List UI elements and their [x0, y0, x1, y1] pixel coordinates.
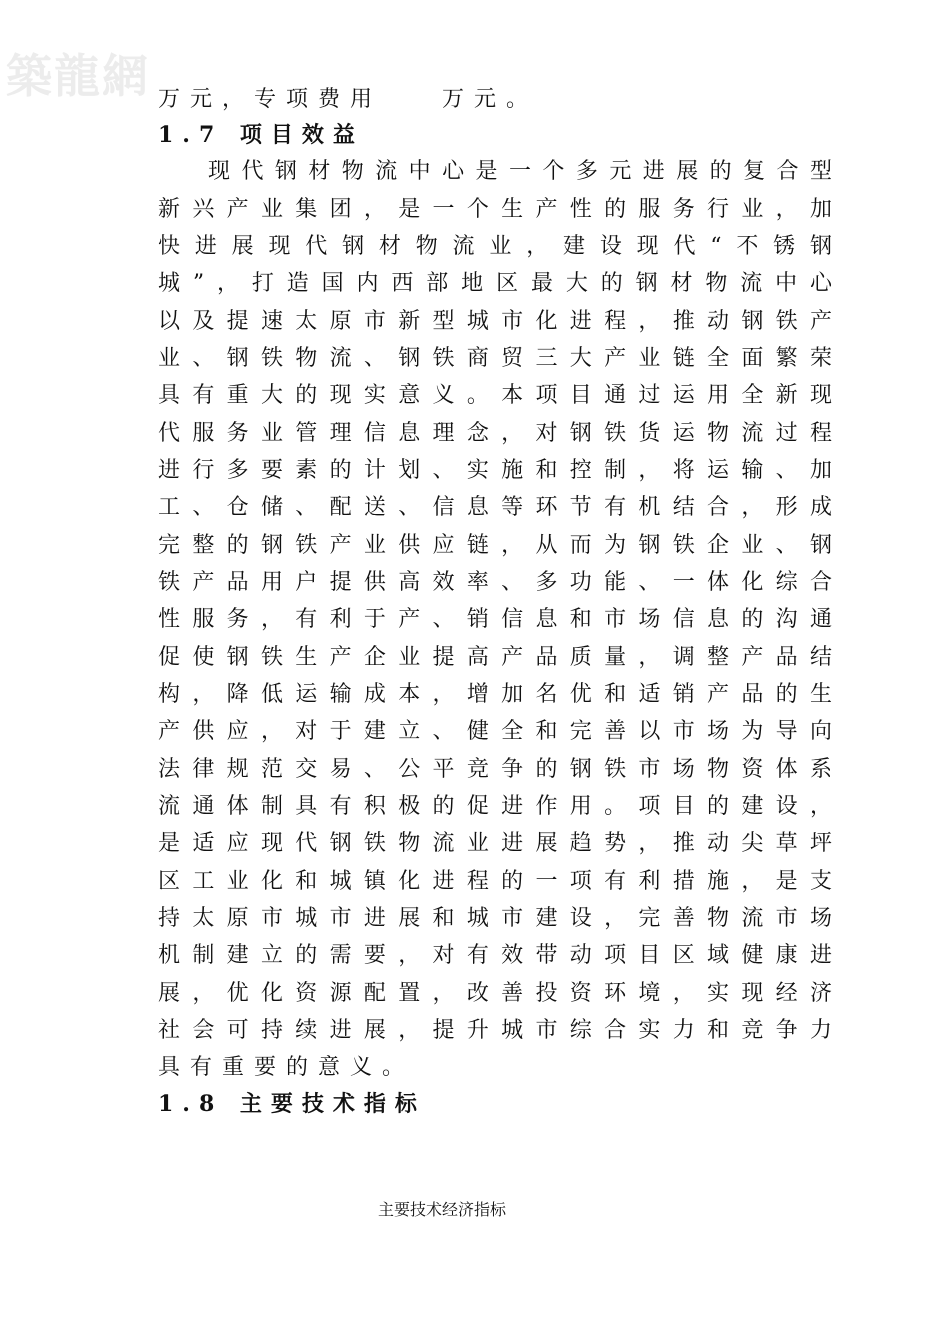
section-title-1-7: 1.7 项目效益	[158, 122, 364, 148]
top-line-part2: 万元。	[442, 87, 539, 112]
paragraph-line: 持太原市城市进展和城市建设，完善物流市场	[158, 906, 832, 931]
paragraph-line: 社会可持续进展，提升城市综合实力和竞争力	[158, 1018, 832, 1043]
paragraph-line: 产供应，对于建立、健全和完善以市场为导向	[158, 719, 832, 744]
paragraph-line: 区工业化和城镇化进程的一项有利措施，是支	[158, 869, 832, 894]
watermark-logo: 築龍網	[6, 49, 150, 103]
paragraph-line: 现代钢材物流中心是一个多元进展的复合型	[208, 159, 832, 184]
paragraph-line: 工、仓储、配送、信息等环节有机结合，形成	[158, 495, 832, 520]
paragraph-line: 性服务，有利于产、销信息和市场信息的沟通	[158, 607, 832, 632]
section-title-1-8: 1.8 主要技术指标	[158, 1091, 426, 1117]
paragraph-line: 促使钢铁生产企业提高产品质量，调整产品结	[158, 645, 832, 670]
paragraph-line-last: 具有重要的意义。	[158, 1055, 415, 1080]
paragraph-line: 构，降低运输成本，增加名优和适销产品的生	[158, 682, 832, 707]
paragraph-line: 具有重大的现实意义。本项目通过运用全新现	[158, 383, 832, 408]
paragraph-line: 机制建立的需要，对有效带动项目区域健康进	[158, 943, 832, 968]
paragraph-line: 法律规范交易、公平竞争的钢铁市场物资体系	[158, 757, 832, 782]
paragraph-line: 完整的钢铁产业供应链，从而为钢铁企业、钢	[158, 533, 832, 558]
paragraph-line: 铁产品用户提供高效率、多功能、一体化综合	[158, 570, 832, 595]
paragraph-line: 城”，打造国内西部地区最大的钢材物流中心	[158, 271, 832, 296]
top-line-part1: 万元，专项费用	[158, 87, 383, 112]
paragraph-line: 代服务业管理信息理念，对钢铁货运物流过程	[158, 421, 832, 446]
paragraph-line: 展，优化资源配置，改善投资环境，实现经济	[158, 981, 832, 1006]
paragraph-line: 快进展现代钢材物流业，建设现代“不锈钢	[158, 234, 832, 259]
top-line	[158, 86, 832, 114]
paragraph-line: 以及提速太原市新型城市化进程，推动钢铁产	[158, 309, 832, 334]
table-caption: 主要技术经济指标	[377, 1200, 506, 1219]
paragraph-line: 流通体制具有积极的促进作用。项目的建设，	[158, 794, 832, 819]
paragraph-line: 是适应现代钢铁物流业进展趋势，推动尖草坪	[158, 831, 832, 856]
paragraph-line: 进行多要素的计划、实施和控制，将运输、加	[158, 458, 832, 483]
paragraph-line: 新兴产业集团，是一个生产性的服务行业，加	[158, 197, 832, 222]
paragraph-line: 业、钢铁物流、钢铁商贸三大产业链全面繁荣	[158, 346, 832, 371]
